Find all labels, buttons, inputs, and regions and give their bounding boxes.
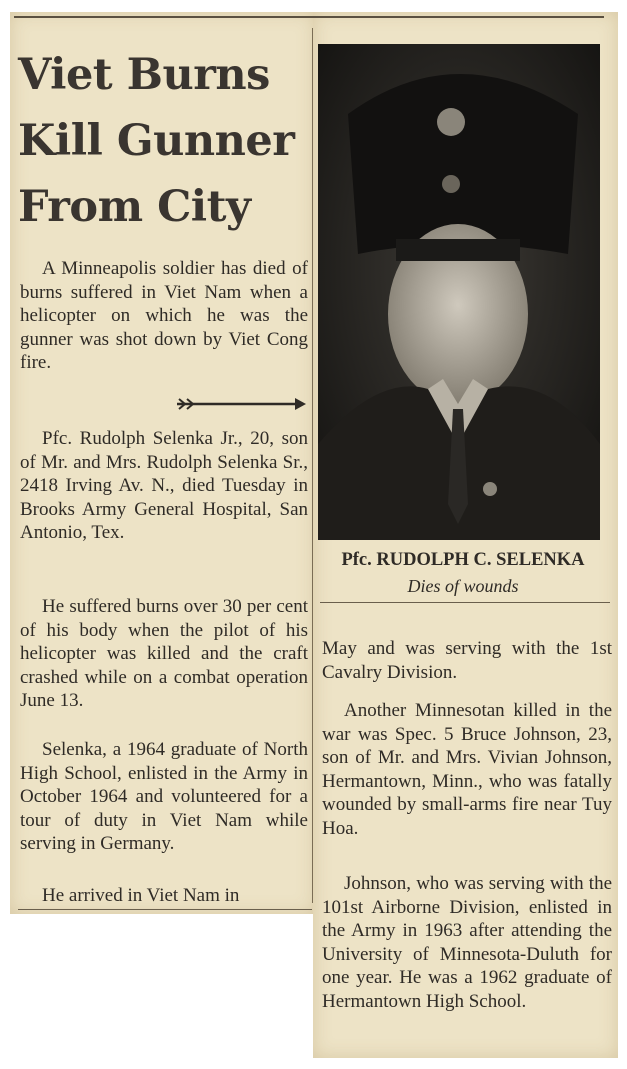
photo-caption-subtitle: Dies of wounds bbox=[407, 576, 519, 596]
column-divider bbox=[312, 28, 313, 903]
article-paragraph-4: Selenka, a 1964 graduate of North High School, enlisted in the Army in October 1964 and volunteered for a tour of duty in Viet Nam while serving in Germany. bbox=[20, 739, 308, 855]
article-paragraph-1: A Minneapolis soldier has died of burns suffered in Viet Nam when a helicopter on which he was the gunner was shot down by Viet Cong fire. bbox=[20, 258, 308, 374]
article-paragraph-5: He arrived in Viet Nam in bbox=[42, 885, 240, 906]
left-bottom-rule bbox=[18, 909, 312, 910]
top-rule bbox=[14, 16, 604, 18]
article-paragraph-6: May and was serving with the 1st Cavalry Division. bbox=[322, 638, 612, 683]
headline: Viet Burns Kill Gunner From City bbox=[18, 50, 295, 232]
soldier-portrait-photo bbox=[318, 44, 600, 540]
caption-rule bbox=[320, 602, 610, 603]
article-paragraph-7: Another Minnesotan killed in the war was Spec. 5 Bruce Johnson, 23, son of Mr. and Mrs. Vivian Johnson, Hermantown, Minn., who was fatally wounded by small-arms fire near Tuy Hoa. bbox=[322, 700, 612, 839]
photo-caption-name: Pfc. RUDOLPH C. SELENKA bbox=[341, 550, 585, 570]
article-paragraph-2: Pfc. Rudolph Selenka Jr., 20, son of Mr. and Mrs. Rudolph Selenka Sr., 2418 Irving Av. N., died Tuesday in Brooks Army General Hospital, San Antonio, Tex. bbox=[20, 428, 308, 544]
right-arrow-icon bbox=[175, 394, 307, 414]
article-paragraph-3: He suffered burns over 30 per cent of his body when the pilot of his helicopter was killed and the craft crashed while on a combat operation June 13. bbox=[20, 596, 308, 712]
article-paragraph-8: Johnson, who was serving with the 101st Airborne Division, enlisted in the Army in 1963 after attending the University of Minnesota-Duluth for one year. He was a 1962 graduate of Hermantown High School. bbox=[322, 873, 612, 1012]
